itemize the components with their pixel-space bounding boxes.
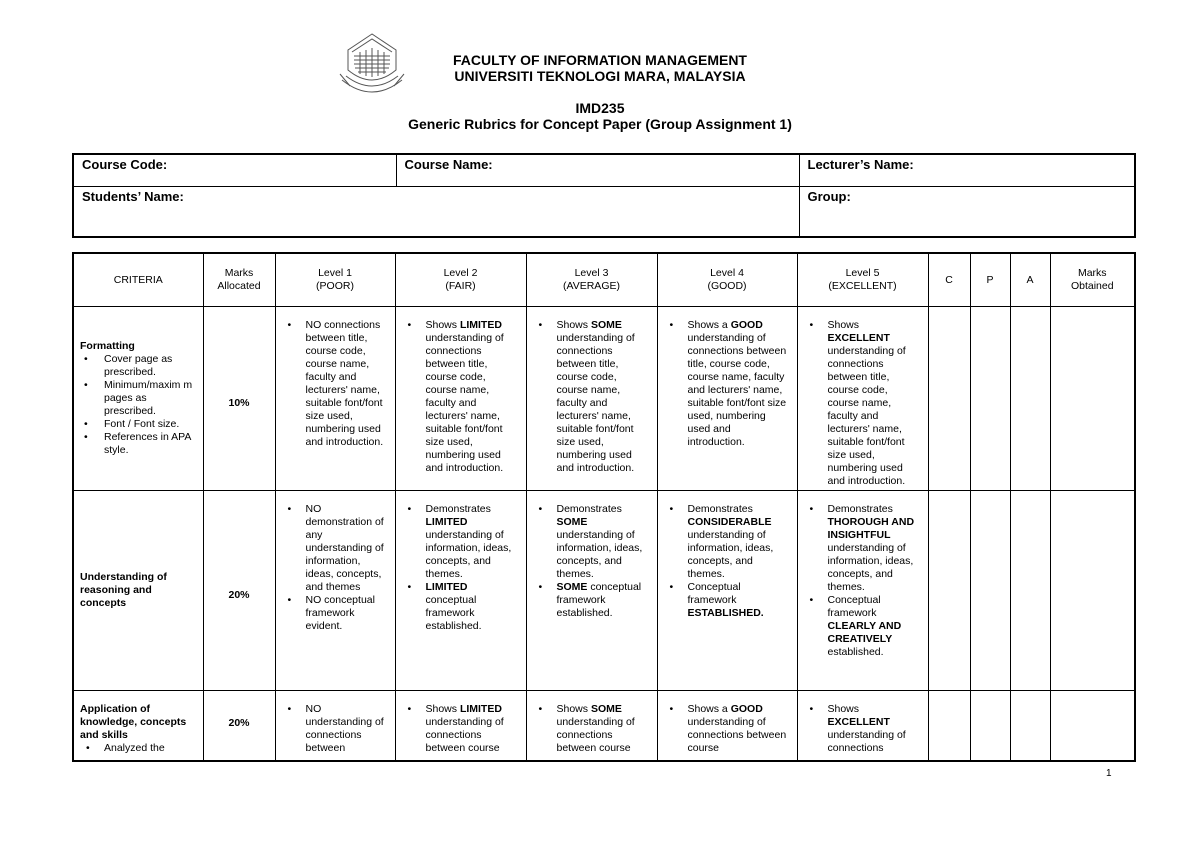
marks-obtained-cell[interactable] <box>1050 491 1135 691</box>
criteria-cell: Formatting • Cover page as prescribed. • Minimum/maxim m pages as prescribed. • Font / Font size. • References in APA style. <box>73 307 203 491</box>
p-header: P <box>970 253 1010 307</box>
a-score-cell[interactable] <box>1010 491 1050 691</box>
criteria-cell: Understanding of reasoning and concepts <box>73 491 203 691</box>
level2-cell: • Shows LIMITED understanding of connections between title, course code, course name, faculty and lecturers' name, suitable font/font size used, numbering used and introduction. <box>395 307 526 491</box>
level5-cell: • Shows EXCELLENT understanding of connections <box>797 691 928 761</box>
level5-header: Level 5 (EXCELLENT) <box>797 253 928 307</box>
level4-header: Level 4 (GOOD) <box>657 253 797 307</box>
rubric-header-row <box>73 253 1135 307</box>
level2-cell: • Demonstrates LIMITED understanding of information, ideas, concepts, and themes. • LIMITED conceptual framework established. <box>395 491 526 691</box>
course-name-field[interactable]: Course Name: <box>396 154 799 186</box>
level5-cell: • Demonstrates THOROUGH AND INSIGHTFUL understanding of information, ideas, concepts, and themes. • Conceptual framework CLEARLY AND CREATIVELY established. <box>797 491 928 691</box>
students-name-field[interactable]: Students’ Name: <box>73 186 799 237</box>
p-score-cell[interactable] <box>970 491 1010 691</box>
level5-cell: • Shows EXCELLENT understanding of connections between title, course code, course name, faculty and lecturers' name, suitable font/font size used, numbering used and introduction. <box>797 307 928 491</box>
marks-cell: 20% <box>203 491 275 691</box>
level2-header: Level 2 (FAIR) <box>395 253 526 307</box>
marks-obtained-cell[interactable] <box>1050 307 1135 491</box>
criteria-header: CRITERIA <box>73 253 203 307</box>
course-code-title: IMD235 <box>575 100 625 116</box>
marks-cell: 20% <box>203 691 275 761</box>
rubric-table <box>72 252 1136 762</box>
table-row <box>73 307 1135 491</box>
level3-header: Level 3 (AVERAGE) <box>526 253 657 307</box>
faculty-name: FACULTY OF INFORMATION MANAGEMENT <box>453 52 747 68</box>
c-score-cell[interactable] <box>928 691 970 761</box>
level3-cell: • Demonstrates SOME understanding of information, ideas, concepts, and themes. • SOME conceptual framework established. <box>526 491 657 691</box>
c-score-cell[interactable] <box>928 307 970 491</box>
university-name: UNIVERSITI TEKNOLOGI MARA, MALAYSIA <box>454 68 746 84</box>
rubric-title: Generic Rubrics for Concept Paper (Group Assignment 1) <box>408 116 792 132</box>
marks-allocated-header: Marks Allocated <box>203 253 275 307</box>
level3-cell: • Shows SOME understanding of connections between course <box>526 691 657 761</box>
table-row <box>73 491 1135 691</box>
course-info-table <box>72 153 1136 238</box>
table-row <box>73 691 1135 761</box>
level1-cell: • NO understanding of connections between <box>275 691 395 761</box>
c-score-cell[interactable] <box>928 491 970 691</box>
level3-cell: • Shows SOME understanding of connections between title, course code, course name, faculty and lecturers' name, suitable font/font size used, numbering used and introduction. <box>526 307 657 491</box>
marks-obtained-cell[interactable] <box>1050 691 1135 761</box>
level4-cell: • Shows a GOOD understanding of connections between course <box>657 691 797 761</box>
level2-cell: • Shows LIMITED understanding of connections between course <box>395 691 526 761</box>
level4-cell: • Demonstrates CONSIDERABLE understanding of information, ideas, concepts, and themes. • Conceptual framework ESTABLISHED. <box>657 491 797 691</box>
a-score-cell[interactable] <box>1010 307 1050 491</box>
group-field[interactable]: Group: <box>799 186 1135 237</box>
marks-obtained-header: Marks Obtained <box>1050 253 1135 307</box>
a-score-cell[interactable] <box>1010 691 1050 761</box>
page-number: 1 <box>1106 768 1112 779</box>
level1-cell: • NO demonstration of any understanding of information, ideas, concepts, and themes • NO conceptual framework evident. <box>275 491 395 691</box>
criteria-cell: Application of knowledge, concepts and skills • Analyzed the <box>73 691 203 761</box>
lecturer-name-field[interactable]: Lecturer’s Name: <box>799 154 1135 186</box>
level1-cell: • NO connections between title, course code, course name, faculty and lecturers' name, suitable font/font size used, numbering used and introduction. <box>275 307 395 491</box>
course-code-field[interactable]: Course Code: <box>73 154 396 186</box>
level1-header: Level 1 (POOR) <box>275 253 395 307</box>
level4-cell: • Shows a GOOD understanding of connections between title, course code, course name, faculty and lecturers' name, suitable font/font size used, numbering used and introduction. <box>657 307 797 491</box>
c-header: C <box>928 253 970 307</box>
a-header: A <box>1010 253 1050 307</box>
document-header <box>300 52 900 132</box>
p-score-cell[interactable] <box>970 691 1010 761</box>
p-score-cell[interactable] <box>970 307 1010 491</box>
marks-cell: 10% <box>203 307 275 491</box>
